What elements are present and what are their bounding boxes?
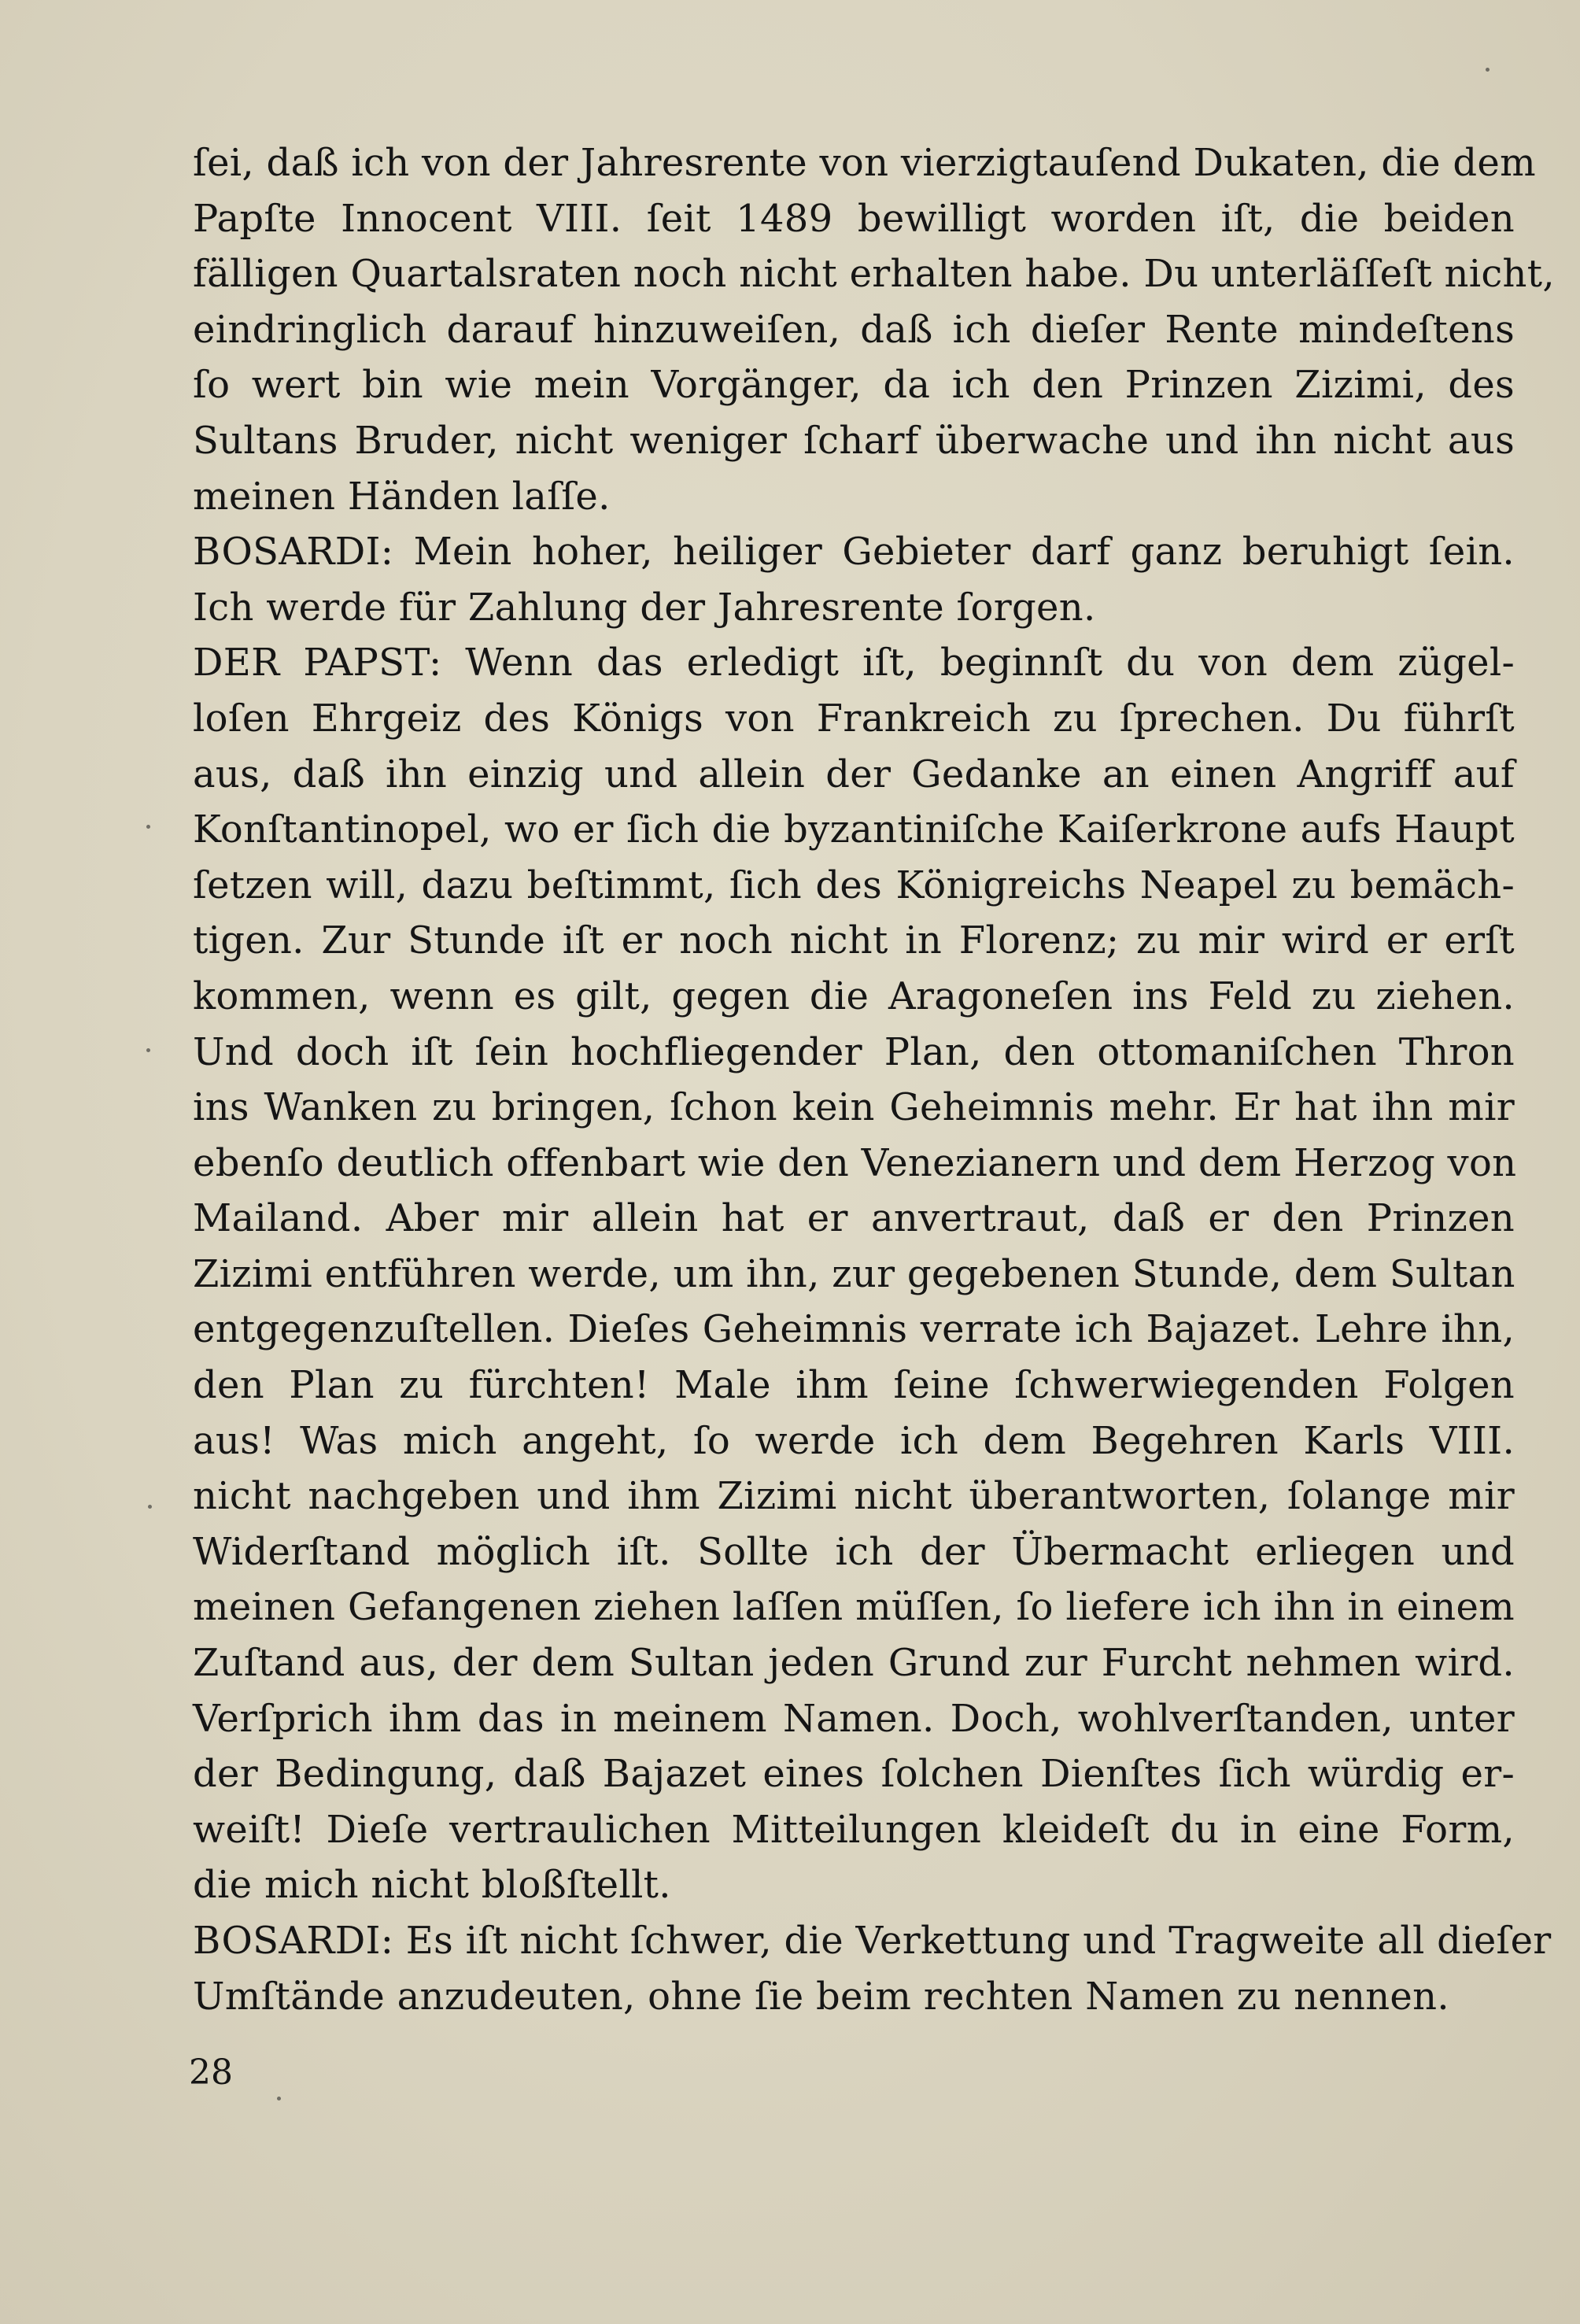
text-line: BOSARDI: Es iſt nicht ſchwer, die Verkettung und Tragweite all dieſer — [193, 1919, 1552, 1963]
text-line: der Bedingung, daß Bajazet eines ſolchen Dienſtes ſich würdig er- — [193, 1752, 1515, 1797]
text-line: Umſtände anzudeuten, ohne ſie beim rechten Namen zu nennen. — [193, 1974, 1449, 2019]
text-line: ſei, daß ich von der Jahresrente von vierzigtauſend Dukaten, die dem — [193, 141, 1536, 185]
text-line: den Plan zu fürchten! Male ihm ſeine ſchwerwiegenden Folgen — [193, 1363, 1515, 1408]
text-line: Verſprich ihm das in meinem Namen. Doch, wohlverſtanden, unter — [193, 1696, 1515, 1741]
paper-speck — [148, 1505, 152, 1509]
text-line: Konſtantinopel, wo er ſich die byzantiniſche Kaiſerkrone aufs Haupt — [193, 807, 1515, 852]
text-line: Zuſtand aus, der dem Sultan jeden Grund zur Furcht nehmen wird. — [193, 1641, 1515, 1686]
text-line: ſo wert bin wie mein Vorgänger, da ich den Prinzen Zizimi, des — [193, 363, 1515, 408]
text-line: Zizimi entführen werde, um ihn, zur gegebenen Stunde, dem Sultan — [193, 1251, 1515, 1296]
text-line: nicht nachgeben und ihm Zizimi nicht überantworten, ſolange mir — [193, 1474, 1515, 1519]
text-line: ſetzen will, dazu beſtimmt, ſich des Königreichs Neapel zu bemäch- — [193, 863, 1515, 907]
paper-speck — [146, 1048, 150, 1052]
text-line: meinen Händen laſſe. — [193, 474, 611, 519]
text-line: weiſt! Dieſe vertraulichen Mitteilungen kleideſt du in eine Form, — [193, 1807, 1515, 1852]
text-line: meinen Gefangenen ziehen laſſen müſſen, ſo liefere ich ihn in einem — [193, 1585, 1515, 1630]
text-line: Papſte Innocent VIII. ſeit 1489 bewilligt worden iſt, die beiden — [193, 196, 1515, 241]
text-line: Sultans Bruder, nicht weniger ſcharf überwache und ihn nicht aus — [193, 418, 1515, 463]
text-line: ins Wanken zu bringen, ſchon kein Geheimnis mehr. Er hat ihn mir — [193, 1085, 1515, 1130]
paper-speck — [1486, 68, 1490, 72]
page-number: 28 — [189, 2052, 233, 2093]
text-line: die mich nicht bloßſtellt. — [193, 1863, 671, 1908]
text-line: kommen, wenn es gilt, gegen die Aragoneſen ins Feld zu ziehen. — [193, 974, 1515, 1018]
paper-speck — [146, 825, 150, 829]
text-line: ebenſo deutlich offenbart wie den Venezianern und dem Herzog von — [193, 1140, 1517, 1185]
text-line: tigen. Zur Stunde iſt er noch nicht in Florenz; zu mir wird er erſt — [193, 918, 1515, 963]
text-line: loſen Ehrgeiz des Königs von Frankreich zu ſprechen. Du führſt — [193, 696, 1515, 741]
text-line: Mailand. Aber mir allein hat er anvertraut, daß er den Prinzen — [193, 1196, 1515, 1241]
paper-speck — [277, 2097, 281, 2100]
text-line: entgegenzuſtellen. Dieſes Geheimnis verrate ich Bajazet. Lehre ihn, — [193, 1307, 1515, 1352]
text-line: Und doch iſt ſein hochfliegender Plan, den ottomaniſchen Thron — [193, 1029, 1515, 1074]
text-line: fälligen Quartalsraten noch nicht erhalten habe. Du unterläſſeſt nicht, — [193, 252, 1555, 297]
text-line: BOSARDI: Mein hoher, heiliger Gebieter darf ganz beruhigt ſein. — [193, 530, 1515, 575]
text-line: DER PAPST: Wenn das erledigt iſt, beginnſt du von dem zügel- — [193, 641, 1515, 685]
text-line: aus! Was mich angeht, ſo werde ich dem Begehren Karls VIII. — [193, 1418, 1515, 1463]
body-text — [193, 135, 1555, 2024]
text-line: aus, daß ihn einzig und allein der Gedanke an einen Angriff auf — [193, 752, 1515, 796]
text-line: Ich werde für Zahlung der Jahresrente ſorgen. — [193, 585, 1096, 630]
text-line: eindringlich darauf hinzuweiſen, daß ich dieſer Rente mindeſtens — [193, 307, 1515, 352]
text-line: Widerſtand möglich iſt. Sollte ich der Übermacht erliegen und — [193, 1529, 1515, 1574]
